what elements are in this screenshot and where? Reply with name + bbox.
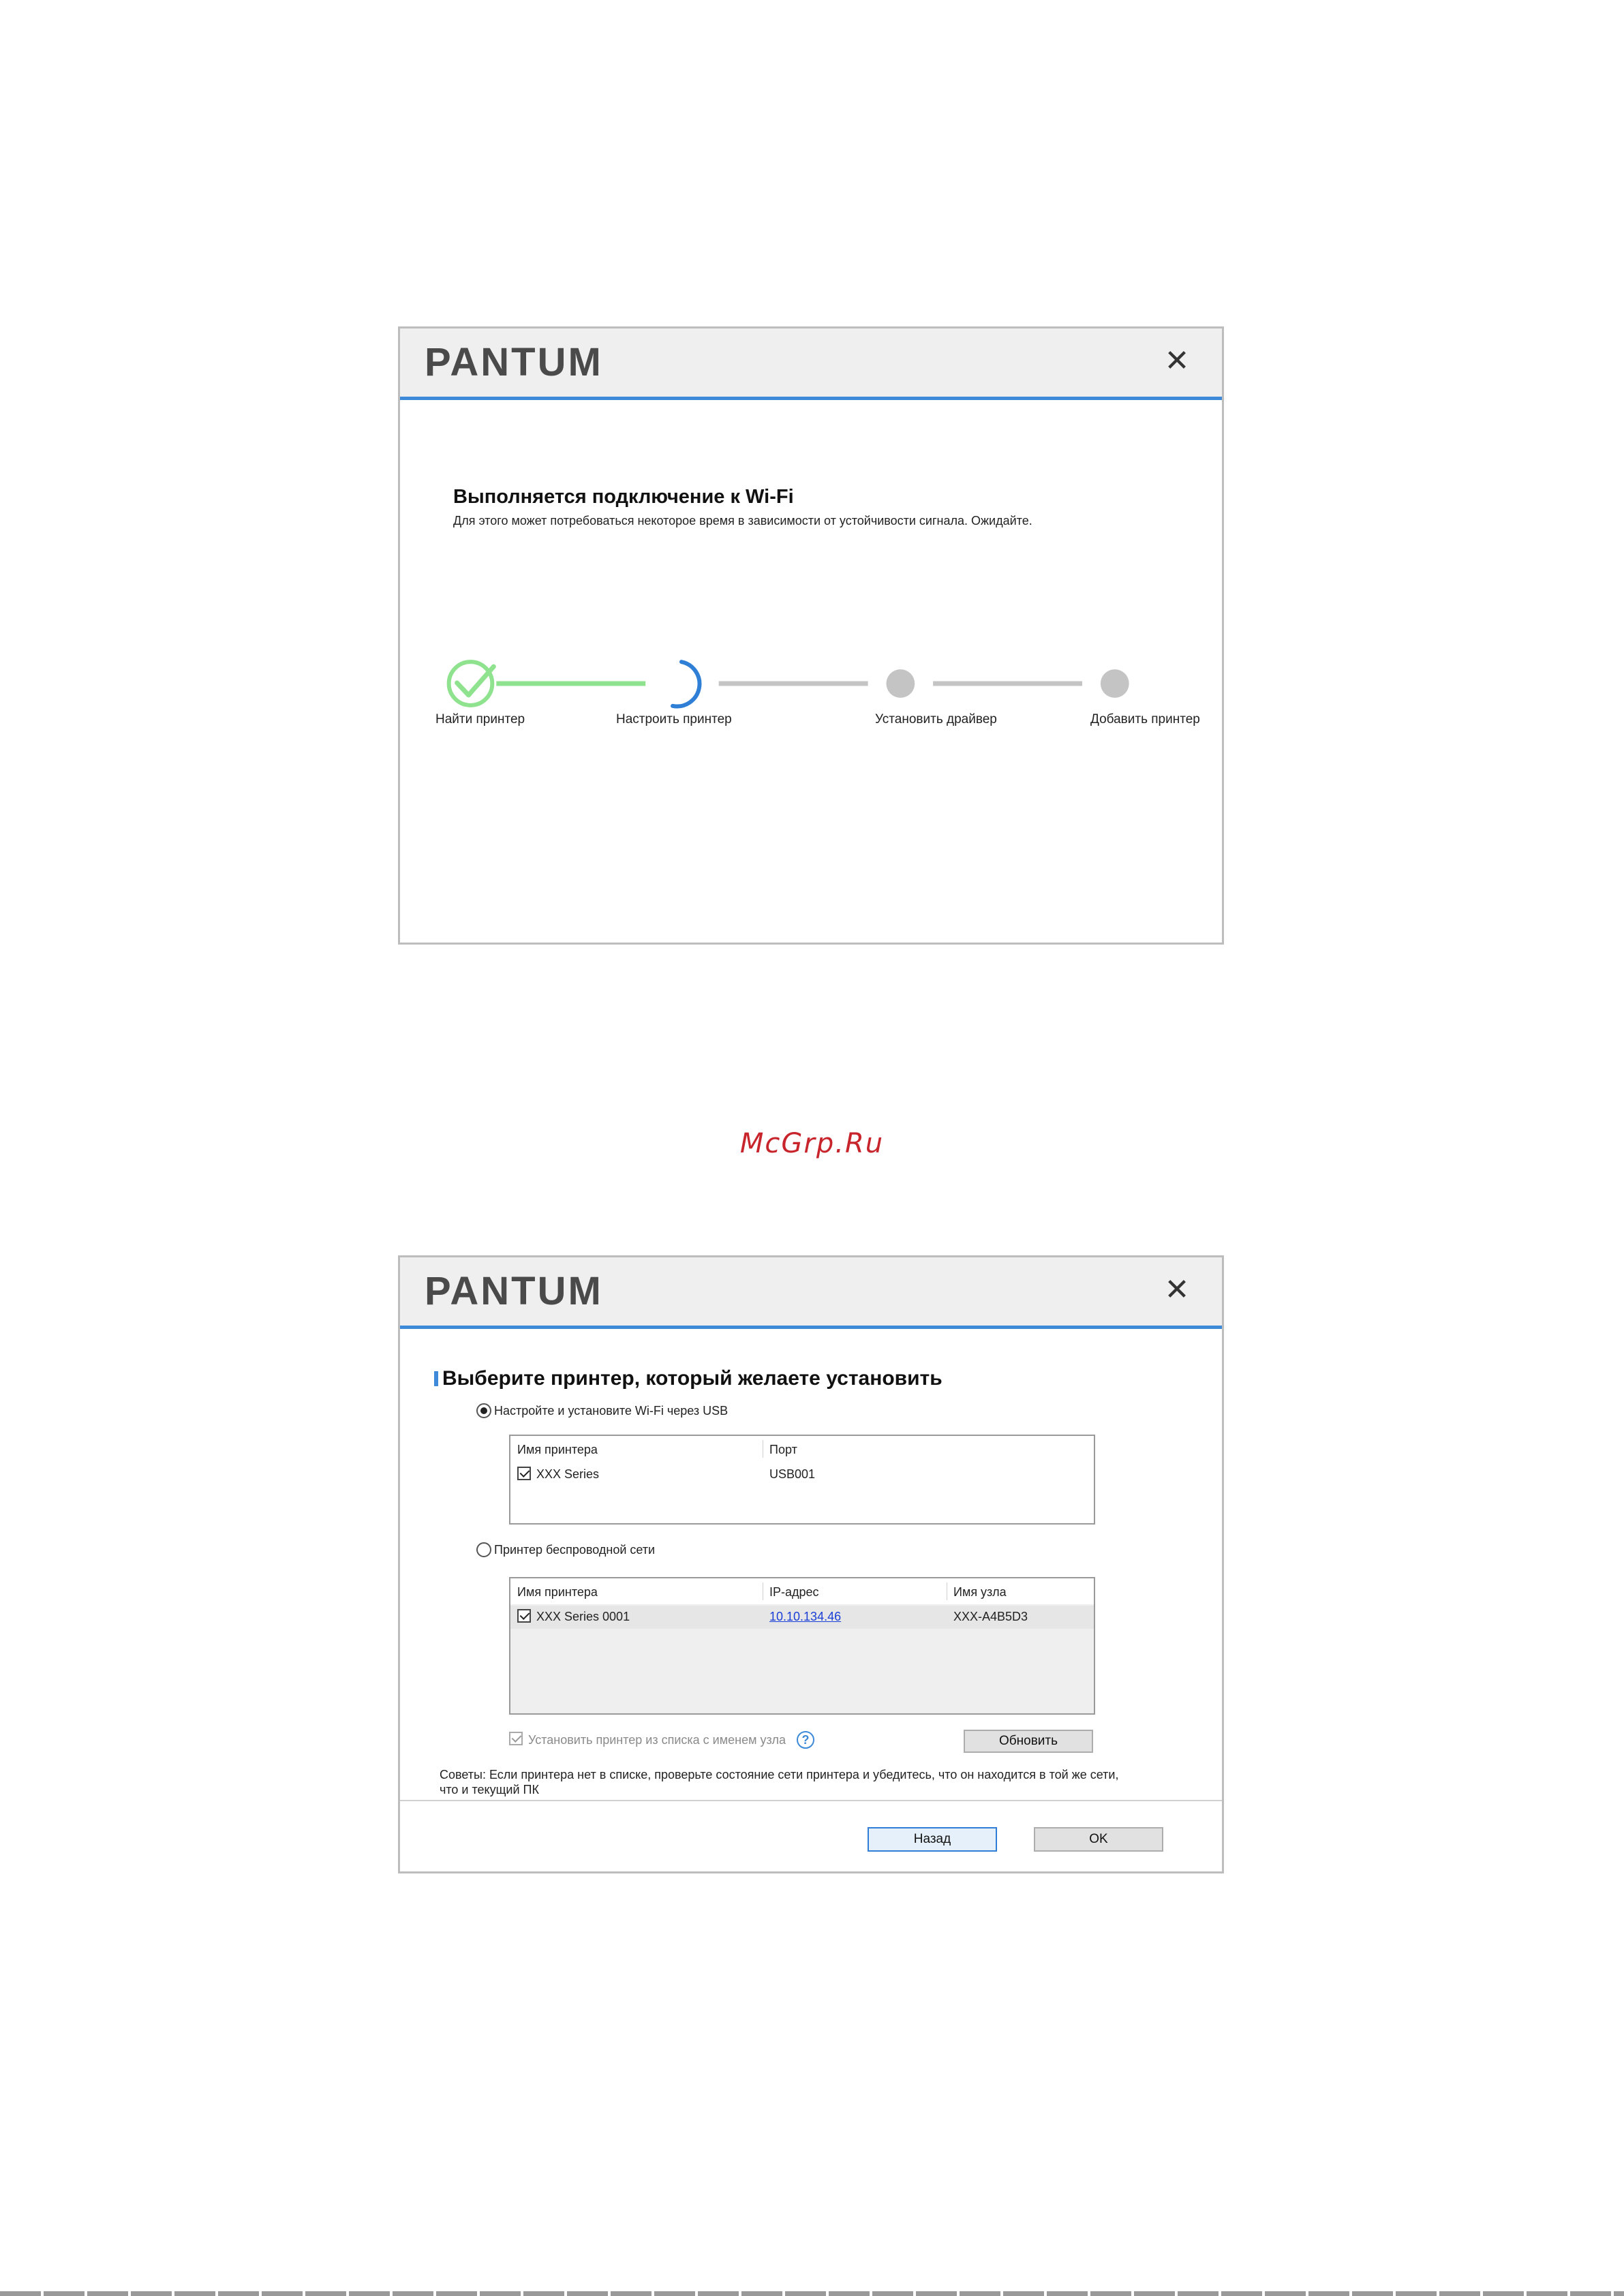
footer-divider	[400, 1800, 1222, 1801]
usb-printer-list[interactable]	[509, 1435, 1095, 1525]
step-label-add: Добавить принтер	[1090, 712, 1200, 726]
dialog-title: Выберите принтер, который желаете установить	[442, 1367, 943, 1390]
back-button[interactable]: Назад	[868, 1827, 997, 1852]
progress-steps	[400, 642, 1222, 724]
list-header	[510, 1578, 1094, 1604]
step-label-driver: Установить драйвер	[875, 712, 997, 726]
port-cell: USB001	[769, 1467, 816, 1481]
page-bottom-rule	[0, 2291, 1624, 2296]
pending-dot-icon	[886, 669, 915, 698]
hostname-cell: XXX-A4B5D3	[953, 1610, 1028, 1623]
ok-button[interactable]: OK	[1034, 1827, 1163, 1852]
pantum-logo: PANTUM	[425, 340, 603, 384]
close-button[interactable]: ✕	[1164, 1272, 1190, 1307]
title-bar	[400, 328, 1222, 400]
spinner-icon	[673, 662, 699, 706]
check-circle-icon	[449, 662, 494, 705]
radio-selected-icon	[476, 1403, 491, 1418]
refresh-button[interactable]: Обновить	[964, 1730, 1093, 1753]
radio-unselected-icon	[476, 1542, 491, 1557]
help-icon[interactable]: ?	[797, 1731, 814, 1749]
ip-address-link[interactable]: 10.10.134.46	[769, 1610, 842, 1623]
hostname-option[interactable]	[509, 1731, 814, 1749]
row-checkbox[interactable]	[517, 1467, 531, 1480]
dialog-title: Выполняется подключение к Wi-Fi	[453, 486, 794, 508]
close-button[interactable]: ✕	[1164, 343, 1190, 378]
column-header-hostname: Имя узла	[953, 1585, 1007, 1599]
hostname-checkbox[interactable]	[509, 1732, 523, 1745]
pantum-logo: PANTUM	[425, 1269, 603, 1313]
printer-name-cell	[517, 1610, 630, 1624]
step-label-find: Найти принтер	[435, 712, 525, 726]
printer-name: XXX Series	[536, 1467, 600, 1481]
table-row[interactable]	[510, 1463, 1094, 1486]
table-row[interactable]	[510, 1606, 1094, 1629]
column-header-port: Порт	[769, 1443, 797, 1456]
row-checkbox[interactable]	[517, 1609, 531, 1623]
list-header	[510, 1436, 1094, 1462]
wifi-connect-dialog	[398, 326, 1224, 945]
hostname-checkbox-label: Установить принтер из списка с именем узла	[528, 1732, 786, 1747]
wireless-option-radio[interactable]	[476, 1542, 655, 1557]
pending-dot-icon	[1101, 669, 1129, 698]
column-header-printer-name: Имя принтера	[517, 1443, 598, 1456]
column-header-printer-name: Имя принтера	[517, 1585, 598, 1599]
dialog-subtitle: Для этого может потребоваться некоторое время в зависимости от устойчивости сигнала. Ожидайте.	[453, 514, 1032, 527]
tip-text: Советы: Если принтера нет в списке, проверьте состояние сети принтера и убедитесь, что он находится в той же сети, что и текущий ПК	[440, 1768, 1119, 1796]
title-accent-bar	[434, 1371, 438, 1386]
watermark: McGrp.Ru	[739, 1128, 885, 1159]
usb-option-radio[interactable]	[476, 1403, 728, 1418]
column-header-ip: IP-адрес	[769, 1585, 819, 1599]
select-printer-dialog	[398, 1255, 1224, 1873]
wireless-option-label: Принтер беспроводной сети	[494, 1542, 656, 1557]
wireless-printer-list[interactable]	[509, 1577, 1095, 1715]
printer-name: XXX Series 0001	[536, 1610, 630, 1623]
title-bar	[400, 1257, 1222, 1329]
usb-option-label: Настройте и установите Wi-Fi через USB	[494, 1403, 729, 1418]
step-label-configure: Настроить принтер	[616, 712, 732, 726]
printer-name-cell	[517, 1467, 599, 1482]
